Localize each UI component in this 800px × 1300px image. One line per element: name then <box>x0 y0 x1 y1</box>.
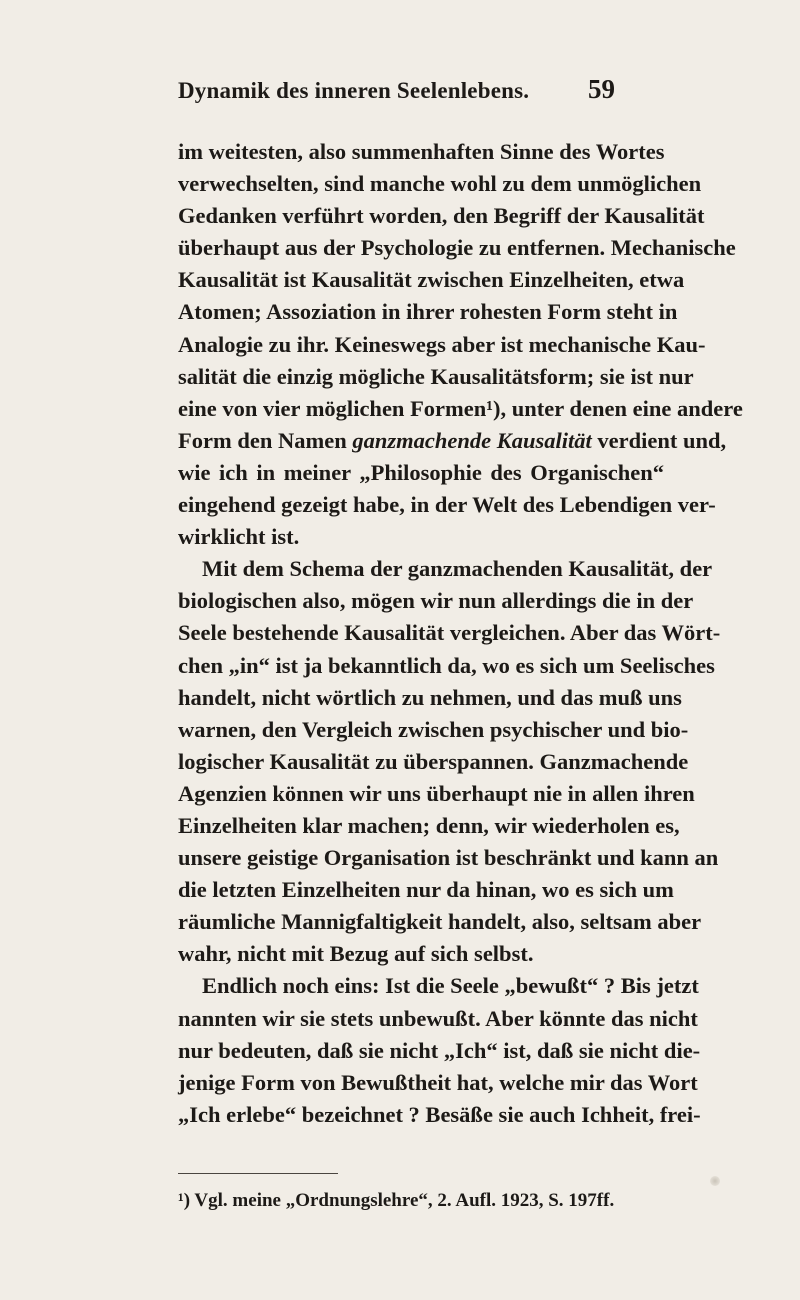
text-line: im weitesten, also summenhaften Sinne des Wortes <box>178 139 665 164</box>
text-line: wirklicht ist. <box>178 524 300 550</box>
text-line: Analogie zu ihr. Keineswegs aber ist mechanische Kau- <box>178 331 706 357</box>
text-line: salität die einzig mögliche Kausalitätsform; sie ist nur <box>178 363 694 389</box>
text-line: die letzten Einzelheiten nur da hinan, wo es sich um <box>178 877 674 903</box>
text-line: Endlich noch eins: Ist die Seele „bewußt“ ? Bis jetzt <box>202 973 699 999</box>
text-line: Einzelheiten klar machen; denn, wir wiederholen es, <box>178 812 680 838</box>
footnote: ¹) Vgl. meine „Ordnungslehre“, 2. Aufl. 1923, S. 197ff. <box>178 1190 615 1211</box>
text-line: nannten wir sie stets unbewußt. Aber könnte das nicht <box>178 1005 698 1031</box>
text-line: Gedanken verführt worden, den Begriff der Kausalität <box>178 203 705 229</box>
emphasized-term: ganzmachende Kausalität <box>352 427 592 453</box>
text-line: Seele bestehende Kausalität vergleichen. Aber das Wört- <box>178 620 721 646</box>
text-line: eingehend gezeigt habe, in der Welt des Lebendigen ver- <box>178 492 716 518</box>
text-line: warnen, den Vergleich zwischen psychischer und bio- <box>178 716 689 742</box>
text-line: räumliche Mannigfaltigkeit handelt, also, seltsam aber <box>178 909 702 935</box>
text-line: wie ich in meiner „Philosophie des Organischen“ <box>178 459 664 485</box>
text-line: Mit dem Schema der ganzmachenden Kausalität, der <box>202 556 713 582</box>
text-line: handelt, nicht wörtlich zu nehmen, und das muß uns <box>178 684 682 710</box>
running-title: Dynamik des inneren Seelenlebens. <box>178 78 530 103</box>
text-line: chen „in“ ist ja bekanntlich da, wo es sich um Seelisches <box>178 652 715 678</box>
text-line: überhaupt aus der Psychologie zu entfernen. Mechanische <box>178 235 736 261</box>
text-line: Agenzien können wir uns überhaupt nie in allen ihren <box>178 780 695 806</box>
paper-speck <box>710 1176 720 1186</box>
text-line: eine von vier möglichen Formen¹), unter denen eine andere <box>178 395 743 421</box>
text-line: biologischen also, mögen wir nun allerdings die in der <box>178 588 694 614</box>
text-line: Kausalität ist Kausalität zwischen Einzelheiten, etwa <box>178 267 685 293</box>
text-line: logischer Kausalität zu überspannen. Ganzmachende <box>178 748 689 774</box>
text-line: nur bedeuten, daß sie nicht „Ich“ ist, daß sie nicht die- <box>178 1037 701 1063</box>
text-line: „Ich erlebe“ bezeichnet ? Besäße sie auch Ichheit, frei- <box>178 1101 701 1127</box>
text-line: jenige Form von Bewußtheit hat, welche mir das Wort <box>178 1069 698 1095</box>
page-number: 59 <box>588 74 615 104</box>
text-line: Form den Namen ganzmachende Kausalität verdient und, <box>178 427 727 453</box>
text-line: Atomen; Assoziation in ihrer rohesten Form steht in <box>178 299 678 325</box>
text-line: wahr, nicht mit Bezug auf sich selbst. <box>178 941 534 967</box>
body-text <box>178 136 743 1131</box>
text-line: unsere geistige Organisation ist beschränkt und kann an <box>178 845 719 871</box>
text-line: verwechselten, sind manche wohl zu dem unmöglichen <box>178 171 702 197</box>
footnote-divider <box>178 1173 338 1174</box>
